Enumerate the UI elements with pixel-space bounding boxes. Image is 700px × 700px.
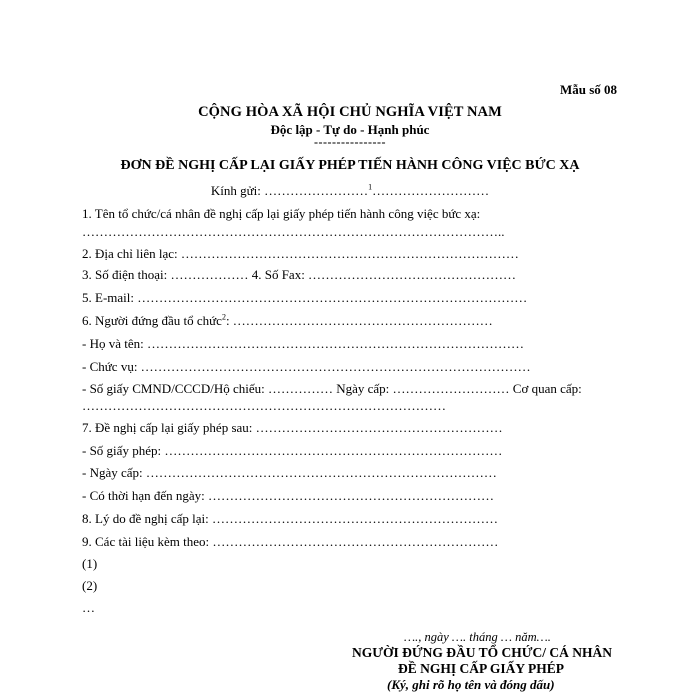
field-9-attachments: 9. Các tài liệu kèm theo: ………………………………………………………… xyxy=(82,534,499,549)
field-7-expiry: - Có thời hạn đến ngày: ………………………………………………………… xyxy=(82,488,495,503)
signature-date: …., ngày …. tháng … năm…. xyxy=(404,630,551,644)
field-7-number: - Số giấy phép: …………………………………………………………………… xyxy=(82,443,503,458)
national-motto: Độc lập - Tự do - Hạnh phúc xyxy=(270,122,430,137)
field-6-id: - Số giấy CMND/CCCD/Hộ chiếu: …………… Ngày cấp: ……………………… Cơ quan cấp: xyxy=(82,381,582,396)
field-7-date: - Ngày cấp: ……………………………………………………………………… xyxy=(82,465,497,480)
national-title: CỘNG HÒA XÃ HỘI CHỦ NGHĨA VIỆT NAM xyxy=(198,104,502,120)
recipient-footnote: 1 xyxy=(368,182,373,192)
field-6-head xyxy=(82,313,493,329)
form-title: ĐƠN ĐỀ NGHỊ CẤP LẠI GIẤY PHÉP TIẾN HÀNH CÔNG VIỆC BỨC XẠ xyxy=(120,158,580,173)
recipient-line xyxy=(0,183,700,199)
attachment-2: (2) xyxy=(82,578,98,593)
field-1-dots: …………………………………………………………………………………….. xyxy=(82,224,505,239)
signature-title-line2: ĐỀ NGHỊ CẤP GIẤY PHÉP xyxy=(398,661,565,676)
attachment-1: (1) xyxy=(82,556,98,571)
field-1-label: 1. Tên tổ chức/cá nhân đề nghị cấp lại giấy phép tiến hành công việc bức xạ: xyxy=(82,206,481,221)
field-6-label: 6. Người đứng đầu tổ chức xyxy=(82,313,222,328)
form-number: Mẫu số 08 xyxy=(559,82,617,97)
field-2-address: 2. Địa chỉ liên lạc: …………………………………………………………………… xyxy=(82,246,519,261)
field-8-reason: 8. Lý do đề nghị cấp lại: ………………………………………………………… xyxy=(82,511,498,526)
recipient-tail: ……………………… xyxy=(372,183,490,198)
field-6-name: - Họ và tên: …………………………………………………………………………… xyxy=(82,336,524,351)
field-7-license: 7. Đề nghị cấp lại giấy phép sau: ………………………………………………… xyxy=(82,420,503,435)
recipient-label: Kính gửi: …………………… xyxy=(210,183,369,198)
signature-title-line1: NGƯỜI ĐỨNG ĐẦU TỔ CHỨC/ CÁ NHÂN xyxy=(352,645,612,660)
field-3-phone-fax: 3. Số điện thoại: ……………… 4. Số Fax: ………………………………………… xyxy=(82,267,517,282)
field-6-position: - Chức vụ: ……………………………………………………………………………… xyxy=(82,359,531,374)
signature-note: (Ký, ghi rõ họ tên và đóng dấu) xyxy=(387,677,555,692)
field-6-footnote: 2 xyxy=(221,312,226,322)
field-5-email: 5. E-mail: ……………………………………………………………………………… xyxy=(82,290,528,305)
field-6-id-dots: ………………………………………………………………………… xyxy=(82,398,446,413)
motto-underline: ---------------- xyxy=(314,135,386,149)
attachment-more: … xyxy=(82,600,95,615)
field-6-tail: : …………………………………………………… xyxy=(225,313,493,328)
